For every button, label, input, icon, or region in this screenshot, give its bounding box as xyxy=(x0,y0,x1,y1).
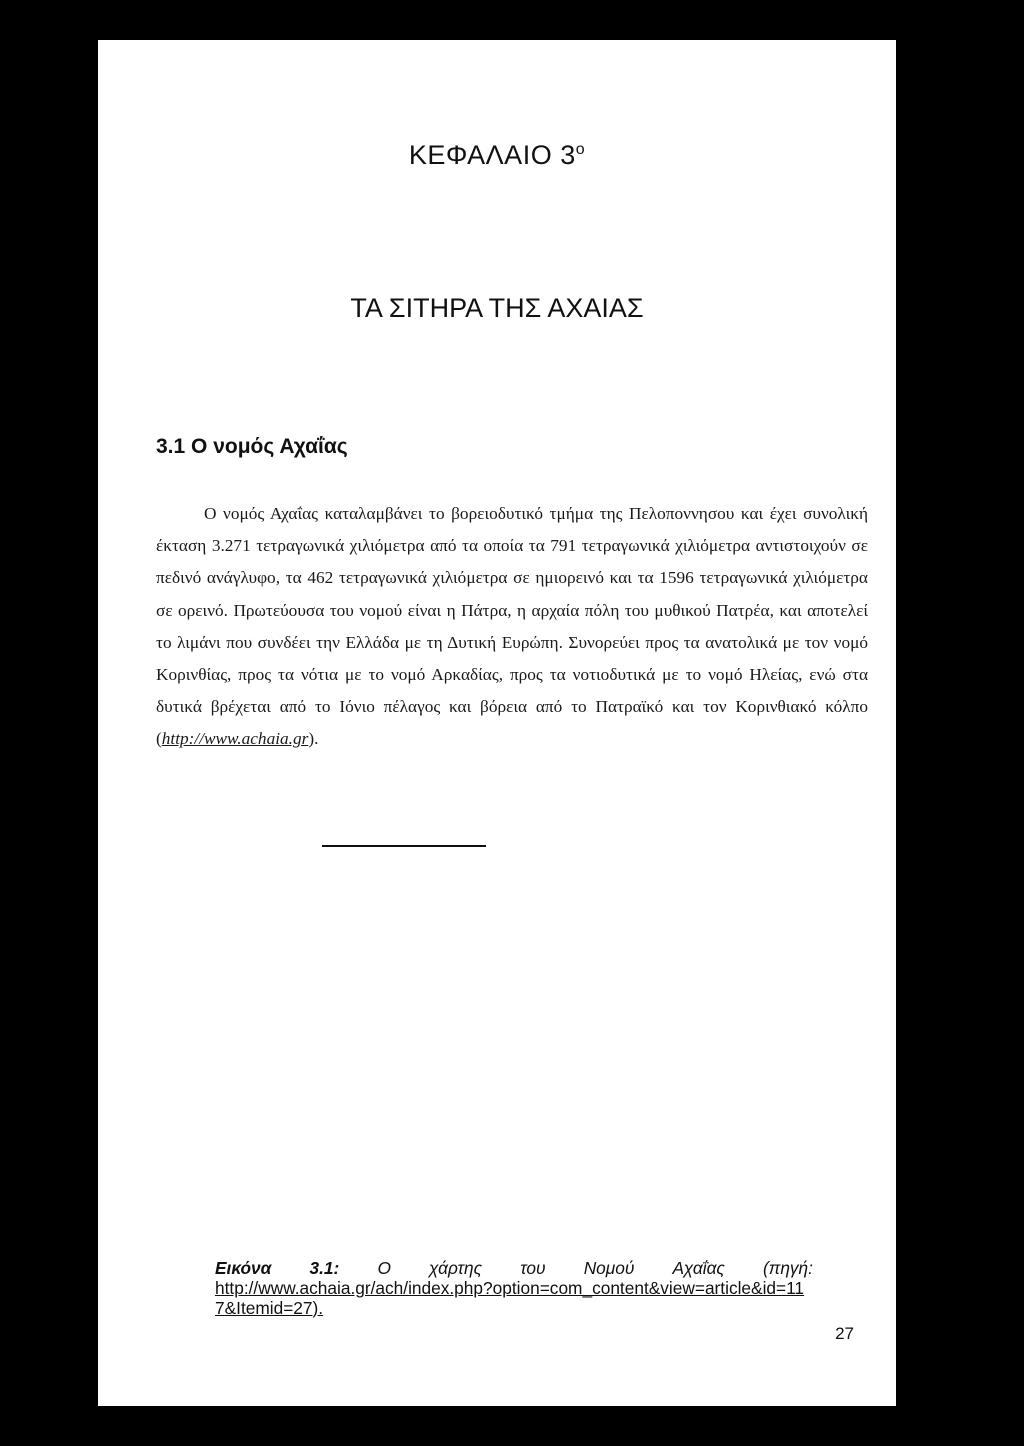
chapter-title: ΤΑ ΣΙΤΗΡΑ ΤΗΣ ΑΧΑΙΑΣ xyxy=(350,293,644,323)
caption-word: χάρτης xyxy=(429,1258,483,1278)
caption-word: Νομού xyxy=(583,1258,635,1278)
document-page xyxy=(98,40,896,1406)
paragraph-text: Ο νομός Αχαΐας καταλαμβάνει το βορειοδυτικό τμήμα της Πελοποννησου και έχει συνολική έκταση 3.271 τετραγωνικά χιλιόμετρα από τα οποία τα 791 τετραγωνικά χιλιόμετρα αντιστοιχούν σε πεδινό ανάγλυφο, τα 462 τετραγωνικά χιλιόμετρα σε ημιορεινό και τα 1596 τετραγωνικά χιλιόμετρα σε ορεινό. Πρωτεύουσα του νομού είναι η Πάτρα, η αρχαία πόλη του μυθικού Πατρέα, και αποτελεί το λιμάνι που συνδέει την Ελλάδα με τη Δυτική Ευρώπη. Συνορεύει προς τα ανατολικά με τον νομό Κορινθίας, προς τα νότια με το νομό Αρκαδίας, προς τα νοτιοδυτικά με το νομό Ηλείας, ενώ στα δυτικά βρέχεται από το Ιόνιο πέλαγος και βόρεια από το Πατραϊκό και τον Κορινθιακό κόλπο ( xyxy=(156,504,868,749)
caption-close: ). xyxy=(312,1298,324,1318)
figure-divider-line xyxy=(322,845,486,847)
caption-source-link[interactable] xyxy=(215,1278,813,1318)
paragraph-end: ). xyxy=(308,729,319,749)
chapter-ordinal-superscript: ο xyxy=(575,141,586,158)
caption-word: του xyxy=(520,1258,546,1278)
caption-title-line xyxy=(215,1258,813,1278)
body-paragraph xyxy=(156,498,868,756)
source-link[interactable]: http://www.achaia.gr xyxy=(161,729,309,749)
caption-word: Αχαΐας xyxy=(672,1258,725,1278)
caption-number: 3.1: xyxy=(309,1258,340,1278)
caption-word: Ο xyxy=(377,1258,391,1278)
chapter-label: ΚΕΦΑΛΑΙΟ 3 xyxy=(408,140,576,170)
page-number: 27 xyxy=(835,1324,854,1343)
figure-caption xyxy=(215,1258,813,1318)
caption-source-url: http://www.achaia.gr/ach/index.php?option=com_content&view=article&id=117&Itemid=27 xyxy=(215,1278,805,1318)
caption-label: Εικόνα xyxy=(215,1258,272,1278)
caption-source-label: (πηγή: xyxy=(762,1258,813,1278)
section-heading: 3.1 Ο νομός Αχαΐας xyxy=(156,435,348,458)
chapter-heading xyxy=(98,140,896,171)
